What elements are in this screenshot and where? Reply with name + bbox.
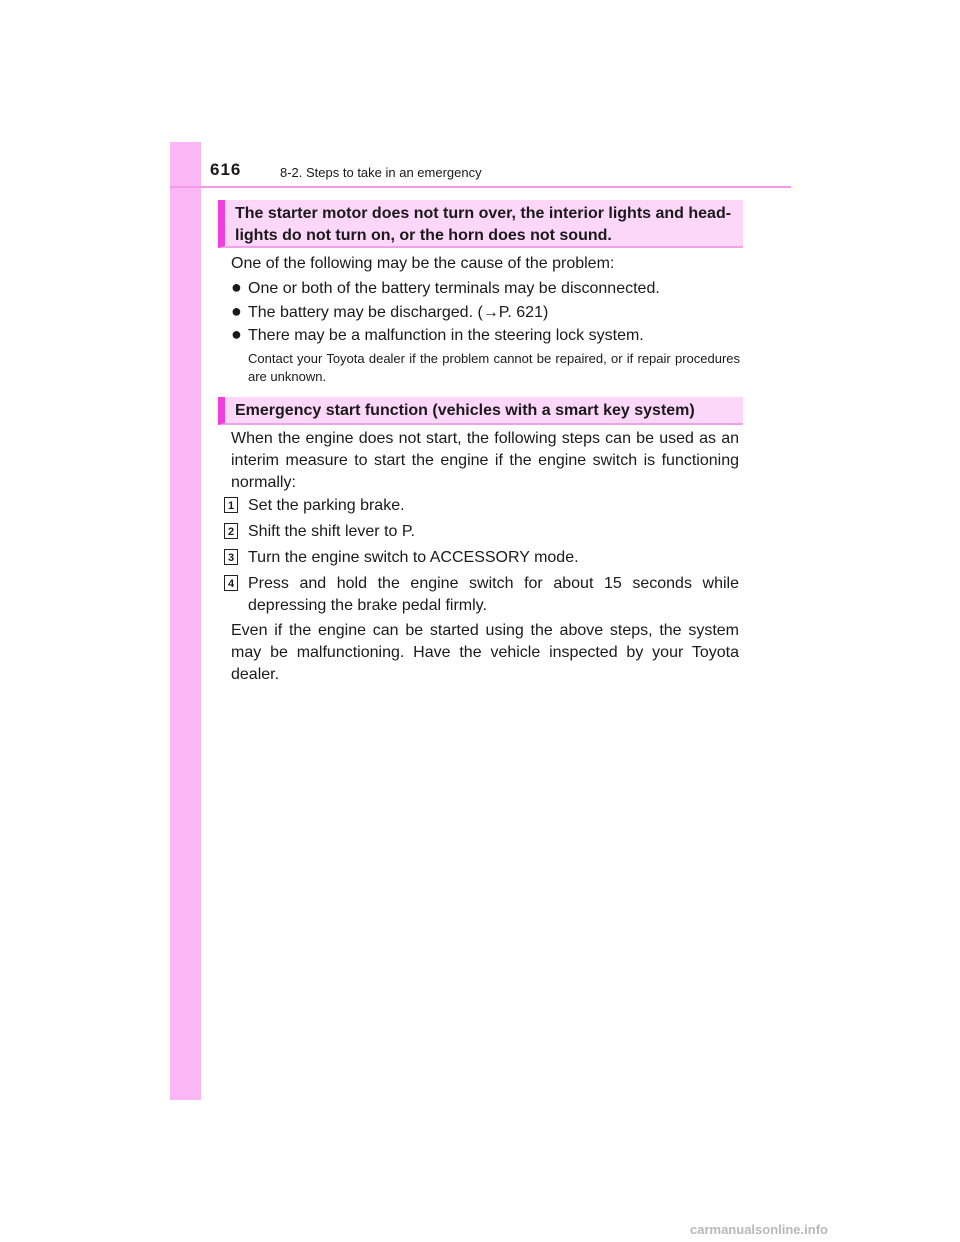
step-number-badge: 3 xyxy=(224,549,238,565)
step-number-badge: 2 xyxy=(224,523,238,539)
page-number: 616 xyxy=(210,160,242,179)
step-item: 4 Press and hold the engine switch for about 15 seconds while depressing the brake pedal firmly. xyxy=(224,573,739,617)
bullet-dot-icon: ● xyxy=(231,277,242,297)
bullet-item: ● There may be a malfunction in the steering lock system. xyxy=(231,324,644,344)
step-item: 3 Turn the engine switch to ACCESSORY mode. xyxy=(224,547,739,569)
section-title: 8-2. Steps to take in an emergency xyxy=(280,165,482,180)
intro-paragraph: One of the following may be the cause of the problem: xyxy=(231,255,615,272)
bullet-dot-icon: ● xyxy=(231,301,242,321)
header-rule xyxy=(170,186,791,188)
step-item: 1 Set the parking brake. xyxy=(224,495,739,517)
bullet-item: ● One or both of the battery terminals may be disconnected. xyxy=(231,277,660,297)
side-tab-strip xyxy=(170,142,201,1100)
step-number-badge: 1 xyxy=(224,497,238,513)
step-item: 2 Shift the shift lever to P. xyxy=(224,521,739,543)
note-text: Contact your Toyota dealer if the problem cannot be repaired, or if repair procedures are unknown. xyxy=(248,351,740,384)
bullet-dot-icon: ● xyxy=(231,324,242,344)
bullet-item: ● The battery may be discharged. (→P. 621) xyxy=(231,301,549,321)
outro-paragraph: Even if the engine can be started using the above steps, the system may be malfunctioning. Have the vehicle inspected by your Toyota dealer. xyxy=(231,622,739,683)
step-number-badge: 4 xyxy=(224,575,238,591)
intro-paragraph: When the engine does not start, the following steps can be used as an interim measure to start the engine if the engine switch is functioning normally: xyxy=(231,430,739,491)
heading-starter-motor: The starter motor does not turn over, the interior lights and head-lights do not turn on, or the horn does not sound. xyxy=(218,200,743,248)
heading-emergency-start: Emergency start function (vehicles with a smart key system) xyxy=(218,397,743,425)
watermark-text: carmanualsonline.info xyxy=(690,1222,828,1237)
